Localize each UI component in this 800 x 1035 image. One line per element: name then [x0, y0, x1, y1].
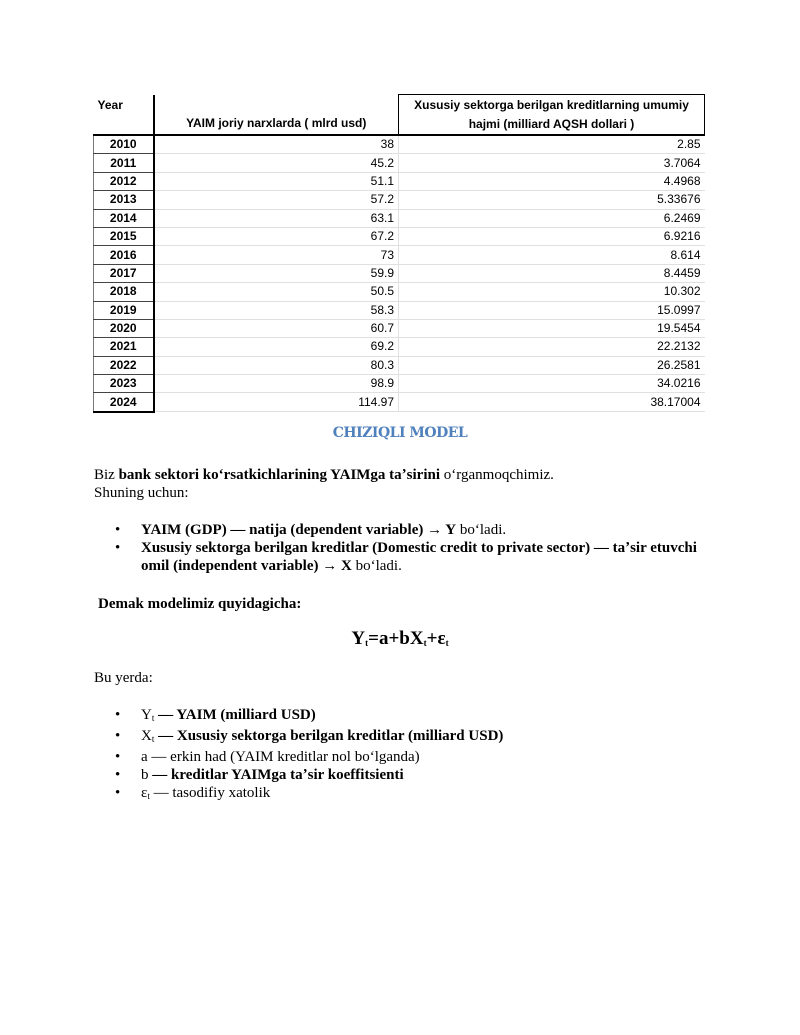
cell-credit: 10.302 — [399, 283, 705, 301]
cell-gdp: 73 — [154, 246, 399, 264]
variable-suffix: boʻladi. — [456, 522, 507, 538]
formula-y: Y — [351, 628, 366, 649]
header-year: Year — [94, 95, 154, 136]
cell-credit: 26.2581 — [399, 356, 705, 374]
cell-credit: 8.614 — [399, 246, 705, 264]
list-item — [94, 521, 714, 539]
header-gdp: YAIM joriy narxlarda ( mlrd usd) — [154, 95, 399, 136]
definition-subscript: t — [151, 713, 155, 723]
intro-paragraph — [94, 466, 554, 502]
definition-text: tasodifiy xatolik — [172, 785, 271, 801]
cell-year: 2017 — [94, 264, 154, 282]
cell-year: 2020 — [94, 319, 154, 337]
formula-x-sub: t — [423, 638, 427, 648]
table-row — [94, 209, 705, 227]
variables-list — [94, 521, 714, 575]
formula-y-sub: t — [365, 638, 369, 648]
cell-year: 2010 — [94, 135, 154, 154]
cell-year: 2016 — [94, 246, 154, 264]
definition-symbol: X — [141, 728, 152, 744]
formula-eps: ε — [437, 628, 446, 649]
cell-credit: 8.4459 — [399, 264, 705, 282]
table-row — [94, 283, 705, 301]
formula-x: X — [409, 628, 424, 649]
definition-text: Xususiy sektorga berilgan kreditlar (milliard USD) — [176, 728, 504, 744]
table-row — [94, 135, 705, 154]
section-heading: CHIZIQLI MODEL — [332, 425, 468, 441]
cell-year: 2012 — [94, 172, 154, 190]
table-row — [94, 356, 705, 374]
variable-symbol: Y — [445, 522, 457, 538]
definition-dash: — — [154, 707, 177, 723]
list-item — [94, 784, 714, 805]
cell-credit: 19.5454 — [399, 319, 705, 337]
definitions-list — [94, 706, 714, 805]
cell-year: 2024 — [94, 393, 154, 412]
formula-plus: + — [426, 628, 438, 649]
cell-gdp: 50.5 — [154, 283, 399, 301]
cell-gdp: 67.2 — [154, 227, 399, 245]
table-body — [94, 135, 705, 412]
cell-year: 2011 — [94, 154, 154, 172]
cell-gdp: 38 — [154, 135, 399, 154]
list-item — [94, 539, 714, 575]
definition-dash: — — [147, 749, 171, 765]
cell-year: 2019 — [94, 301, 154, 319]
definition-symbol: Y — [141, 707, 152, 723]
table-row — [94, 338, 705, 356]
list-item — [94, 727, 714, 748]
formula-eq: =a+b — [368, 628, 410, 649]
table-row — [94, 191, 705, 209]
formula-eps-sub: t — [445, 638, 449, 648]
list-item — [94, 766, 714, 784]
cell-credit: 38.17004 — [399, 393, 705, 412]
definition-dash: — — [149, 785, 173, 801]
where-label: Bu yerda: — [94, 670, 153, 686]
cell-gdp: 45.2 — [154, 154, 399, 172]
cell-year: 2021 — [94, 338, 154, 356]
cell-credit: 22.2132 — [399, 338, 705, 356]
definition-subscript: t — [151, 734, 155, 744]
cell-year: 2023 — [94, 375, 154, 393]
definition-subscript: t — [147, 791, 150, 801]
table-row — [94, 301, 705, 319]
table-row — [94, 319, 705, 337]
variable-description: Xususiy sektorga berilgan kreditlar (Domestic credit to private sector) — taʼsir etuvchi omil (independent variable) → — [141, 540, 697, 574]
table-header-row — [94, 95, 705, 136]
definition-text: YAIM (milliard USD) — [176, 707, 316, 723]
cell-gdp: 69.2 — [154, 338, 399, 356]
cell-gdp: 98.9 — [154, 375, 399, 393]
cell-gdp: 59.9 — [154, 264, 399, 282]
cell-gdp: 80.3 — [154, 356, 399, 374]
model-formula — [0, 628, 800, 650]
table-row — [94, 227, 705, 245]
variable-description: YAIM (GDP) — natija (dependent variable) → — [141, 522, 446, 538]
cell-credit: 3.7064 — [399, 154, 705, 172]
header-credit: Xususiy sektorga berilgan kreditlarning umumiy hajmi (milliard AQSH dollari ) — [399, 95, 705, 136]
definition-text: erkin had (YAIM kreditlar nol boʻlganda) — [170, 749, 420, 765]
definition-dash: — — [154, 728, 177, 744]
cell-gdp: 63.1 — [154, 209, 399, 227]
cell-year: 2015 — [94, 227, 154, 245]
variable-symbol: X — [341, 558, 352, 574]
cell-gdp: 57.2 — [154, 191, 399, 209]
cell-gdp: 114.97 — [154, 393, 399, 412]
table-row — [94, 246, 705, 264]
intro-text-bold: bank sektori koʻrsatkichlarining YAIMga taʼsirini — [118, 467, 441, 483]
cell-gdp: 60.7 — [154, 319, 399, 337]
table-row — [94, 393, 705, 412]
definition-text: kreditlar YAIMga taʼsir koeffitsienti — [171, 767, 404, 783]
definition-symbol: ε — [141, 785, 148, 801]
definition-symbol: a — [141, 749, 148, 765]
cell-year: 2013 — [94, 191, 154, 209]
cell-credit: 6.9216 — [399, 227, 705, 245]
table-row — [94, 375, 705, 393]
cell-credit: 4.4968 — [399, 172, 705, 190]
cell-gdp: 58.3 — [154, 301, 399, 319]
cell-credit: 2.85 — [399, 135, 705, 154]
intro-text-1: Biz — [94, 467, 119, 483]
list-item — [94, 706, 714, 727]
cell-credit: 6.2469 — [399, 209, 705, 227]
cell-year: 2014 — [94, 209, 154, 227]
cell-credit: 34.0216 — [399, 375, 705, 393]
list-item — [94, 748, 714, 766]
cell-credit: 5.33676 — [399, 191, 705, 209]
cell-gdp: 51.1 — [154, 172, 399, 190]
variable-suffix: boʻladi. — [351, 558, 402, 574]
cell-credit: 15.0997 — [399, 301, 705, 319]
table-row — [94, 172, 705, 190]
cell-year: 2018 — [94, 283, 154, 301]
intro-text-3: Shuning uchun: — [94, 485, 189, 501]
table-row — [94, 264, 705, 282]
definition-symbol: b — [141, 767, 149, 783]
data-table — [93, 94, 705, 413]
intro-text-2: oʻrganmoqchimiz. — [440, 467, 554, 483]
table-row — [94, 154, 705, 172]
cell-year: 2022 — [94, 356, 154, 374]
definition-dash: — — [148, 767, 171, 783]
model-intro: Demak modelimiz quyidagicha: — [98, 596, 302, 612]
